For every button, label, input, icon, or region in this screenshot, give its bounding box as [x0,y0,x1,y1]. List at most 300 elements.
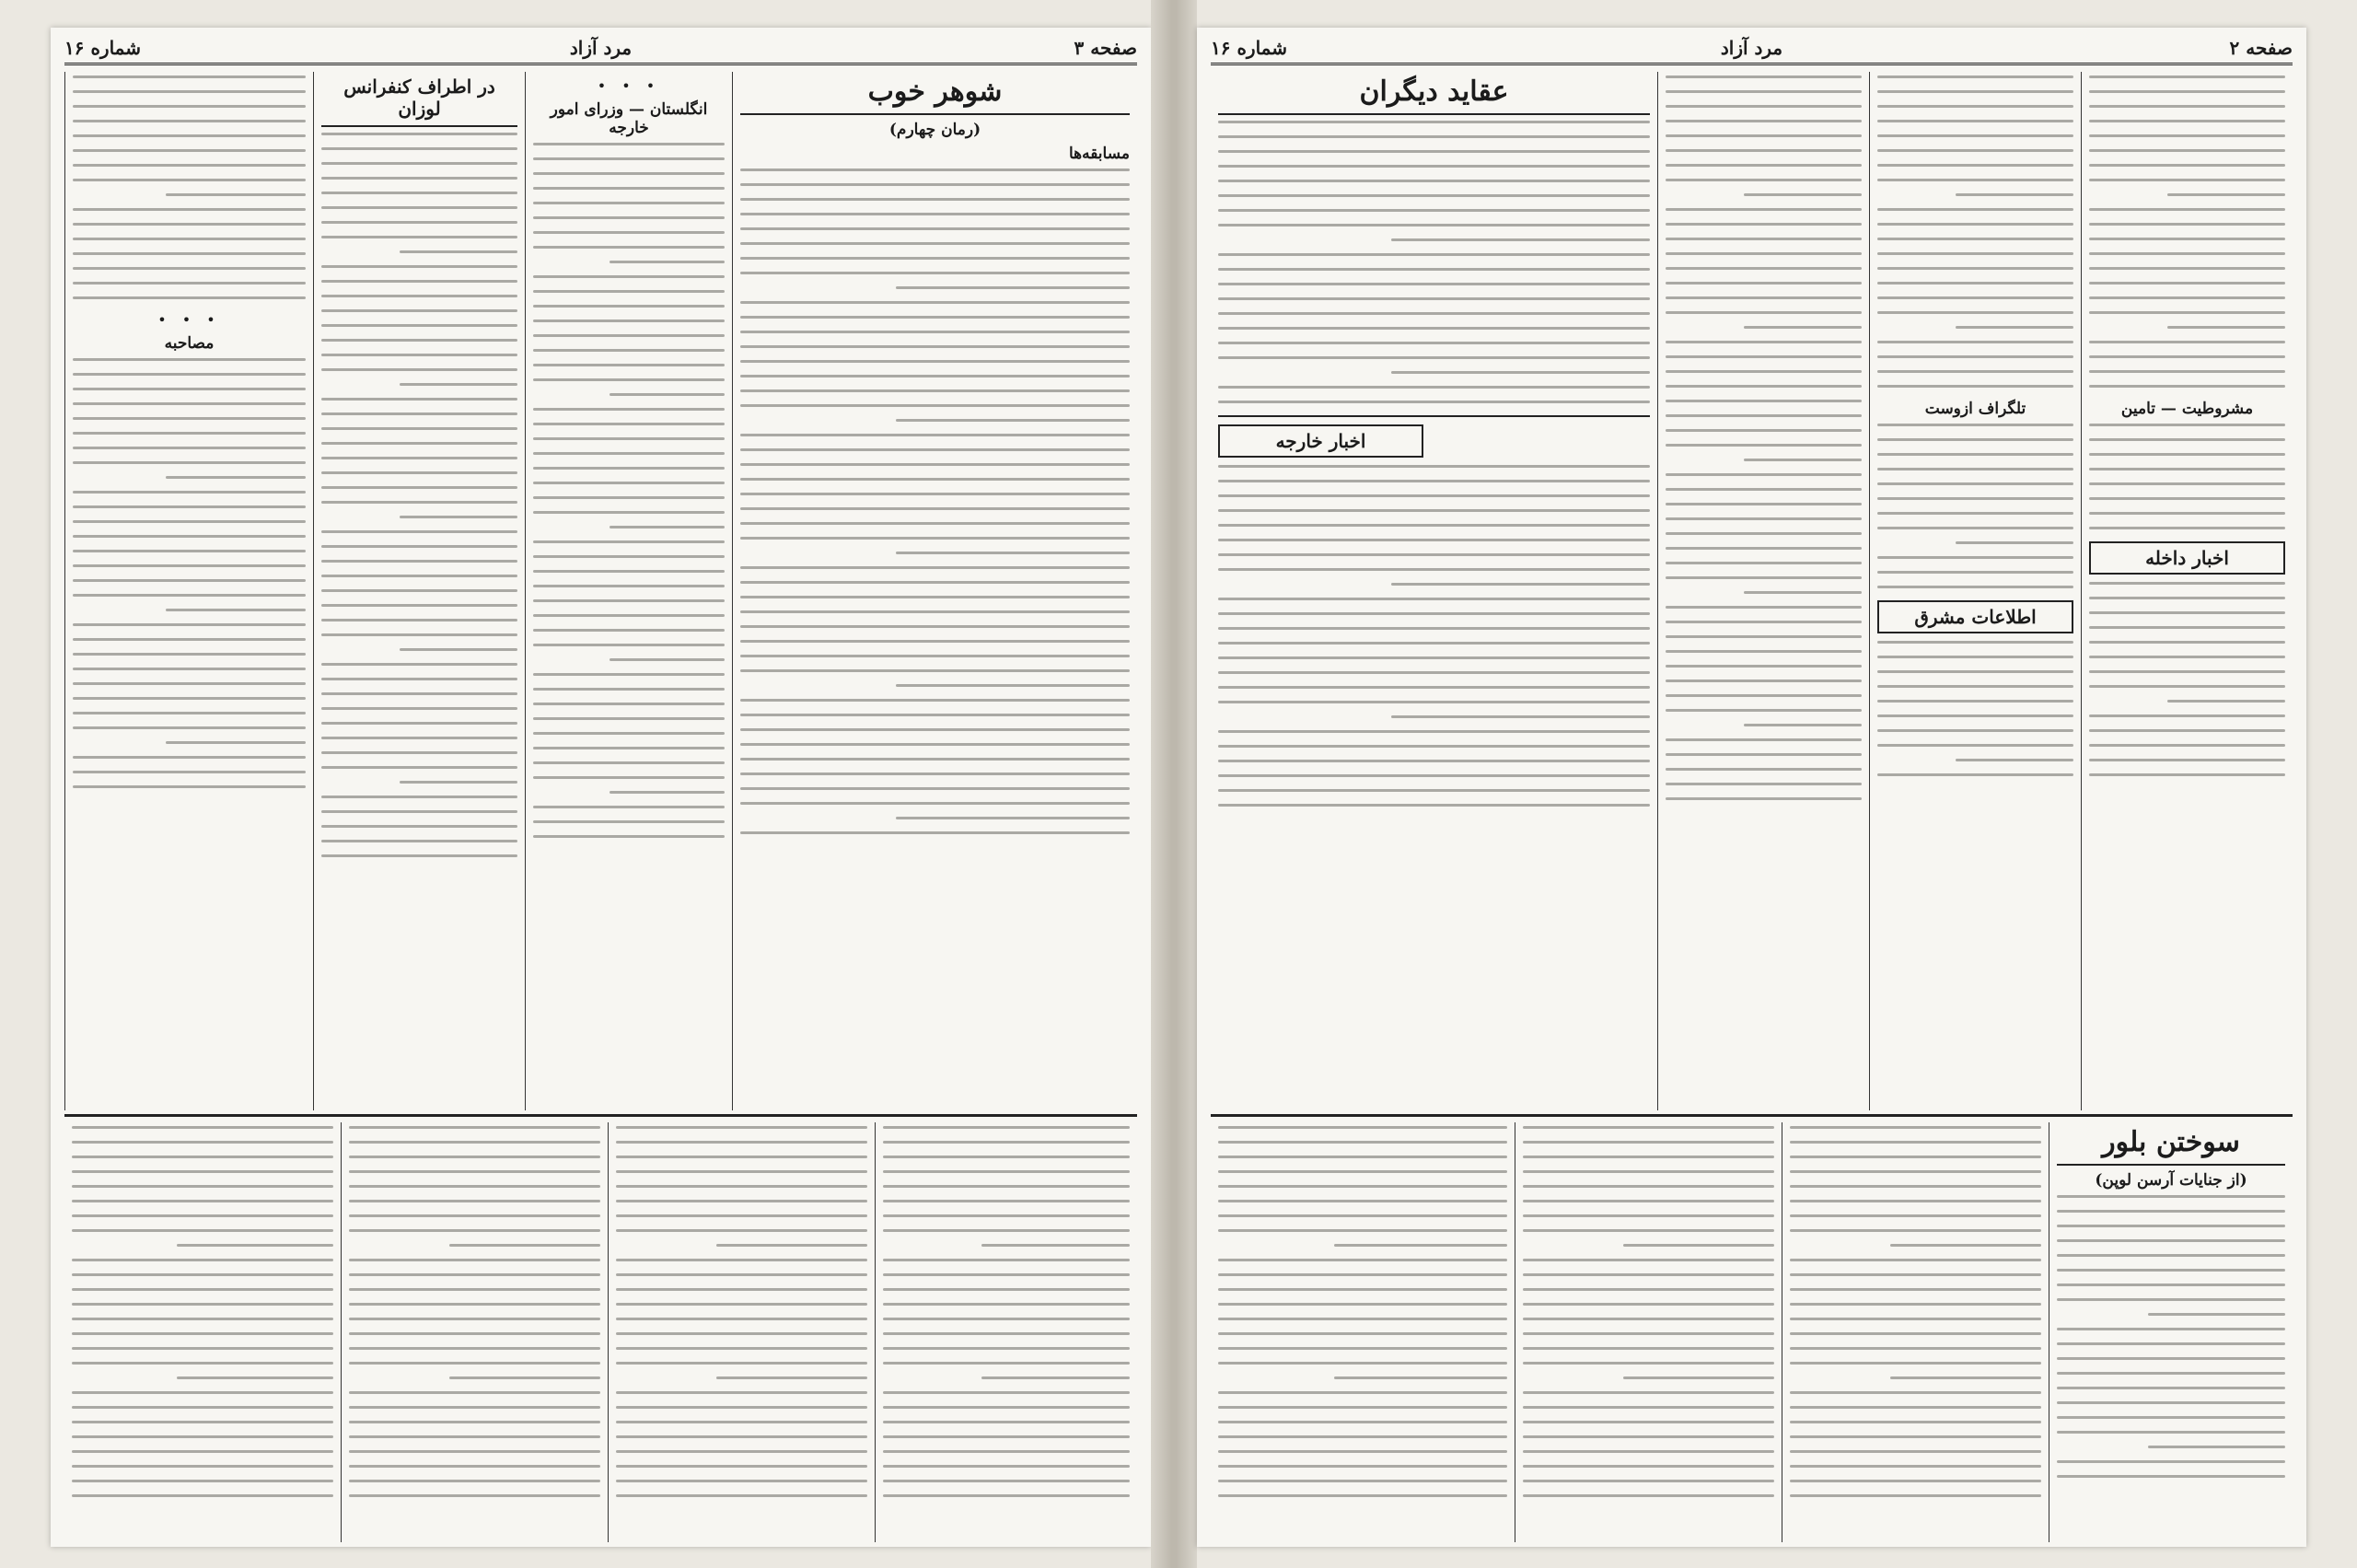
text-line [740,743,1130,746]
headline-lausanne: در اطراف کنفرانس لوزان [321,72,517,127]
text-line [321,442,517,445]
text-line [533,835,725,838]
text-line [321,147,517,150]
text-line [2089,385,2285,388]
text-line [1790,1273,2041,1276]
text-line [2089,744,2285,747]
text-line [349,1141,600,1144]
text-line [883,1229,1130,1232]
text-line [533,629,725,632]
text-line [1218,1421,1507,1423]
text-line [1218,568,1650,571]
serial-column [64,1122,341,1542]
text-line [1218,686,1650,689]
text-line [1334,1244,1507,1247]
text-line [740,316,1130,319]
text-line [73,447,306,449]
text-line [1218,1126,1507,1129]
text-line [616,1332,867,1335]
text-line [2089,120,2285,122]
text-line [1790,1259,2041,1261]
text-line [1666,355,1862,358]
text-line [1877,252,2073,255]
body-text [533,143,725,838]
text-line [73,179,306,181]
text-line [2057,1269,2285,1272]
text-line [1877,120,2073,122]
text-line [883,1303,1130,1306]
text-line [610,393,725,396]
running-head [1211,35,2293,65]
text-line [73,75,306,78]
text-line [1790,1362,2041,1365]
text-line [2089,238,2285,240]
text-line [740,389,1130,392]
text-line [1877,282,2073,285]
text-line [321,825,517,828]
body-text [1877,424,2073,588]
text-line [2057,1387,2285,1389]
body-text [73,358,306,788]
text-line [1877,134,2073,137]
text-line [2089,149,2285,152]
text-line [321,678,517,680]
text-line [2089,759,2285,761]
text-line [616,1450,867,1453]
text-line [72,1480,333,1482]
text-line [1877,424,2073,426]
text-line [72,1303,333,1306]
text-line [1666,134,1862,137]
body-text [1877,641,2073,776]
text-line [883,1318,1130,1320]
text-line [73,461,306,464]
text-line [533,644,725,646]
text-line [2089,512,2285,515]
text-line [73,105,306,108]
text-line [321,457,517,459]
text-line [616,1273,867,1276]
text-line [349,1288,600,1291]
text-line [2089,75,2285,78]
text-line [1877,179,2073,181]
text-line [72,1200,333,1202]
text-line [321,707,517,710]
text-line [1877,453,2073,456]
text-line [2057,1460,2285,1463]
text-line [73,594,306,597]
column-telegraph [1869,72,2081,1110]
text-line [1218,730,1650,733]
text-line [2089,341,2285,343]
text-line [321,722,517,725]
text-line [1218,1273,1507,1276]
kicker-competitions: مسابقه‌ها [1068,145,1130,163]
text-line [73,668,306,670]
text-line [1666,532,1862,535]
page-label: صفحه ۳ [1074,37,1137,59]
text-line [73,550,306,552]
text-line [73,120,306,122]
text-line [2057,1416,2285,1419]
text-line [321,501,517,504]
text-line [616,1362,867,1365]
text-line [1666,576,1862,579]
text-line [1877,641,2073,644]
text-line [73,653,306,656]
text-line [1523,1185,1774,1188]
text-line [1523,1259,1774,1261]
body-text [73,75,306,299]
text-line [1523,1406,1774,1409]
text-line [1218,1332,1507,1335]
text-line [349,1200,600,1202]
text-line [616,1406,867,1409]
serial-title-column [2049,1122,2293,1542]
serial-band-left [64,1114,1137,1542]
body-text [2089,582,2285,776]
section-stars: • • • [597,77,661,95]
text-line [533,202,725,204]
text-line [616,1170,867,1173]
text-line [740,448,1130,451]
text-line [1523,1480,1774,1482]
text-line [1666,105,1862,108]
text-line [883,1480,1130,1482]
text-line [533,761,725,764]
text-line [1218,1406,1507,1409]
text-line [321,265,517,268]
text-line [73,358,306,361]
text-line [73,208,306,211]
text-line [73,697,306,700]
text-line [1956,193,2073,196]
newspaper-page-2 [1197,28,2306,1547]
text-line [449,1376,600,1379]
text-line [2167,193,2285,196]
text-line [349,1494,600,1497]
text-line [1877,700,2073,703]
text-line [1877,164,2073,167]
text-line [321,412,517,415]
text-line [981,1244,1130,1247]
text-line [321,280,517,283]
text-line [533,157,725,160]
text-line [1790,1332,2041,1335]
text-line [2089,355,2285,358]
text-line [1666,223,1862,226]
text-line [72,1406,333,1409]
text-line [740,507,1130,510]
text-line [533,408,725,411]
text-line [533,423,725,425]
text-line [2089,164,2285,167]
text-line [1218,480,1650,482]
text-line [73,579,306,582]
text-line [740,581,1130,584]
text-line [533,614,725,617]
text-line [72,1126,333,1129]
text-line [740,301,1130,304]
text-line [1523,1229,1774,1232]
text-line [1877,656,2073,658]
text-line [1666,547,1862,550]
text-line [1218,180,1650,182]
text-line [1666,665,1862,668]
text-line [1334,1376,1507,1379]
column-domestic-news [2081,72,2293,1110]
text-line [73,417,306,420]
text-line [1877,296,2073,299]
text-line [1391,238,1650,241]
text-line [72,1273,333,1276]
text-line [1790,1126,2041,1129]
text-line [1391,583,1650,586]
text-line [2148,1446,2285,1448]
text-line [1666,75,1862,78]
text-line [1218,1170,1507,1173]
text-line [740,198,1130,201]
text-line [73,432,306,435]
text-line [533,688,725,691]
text-line [349,1214,600,1217]
text-line [2089,641,2285,644]
text-line [2089,714,2285,717]
text-line [740,463,1130,466]
text-line [883,1494,1130,1497]
text-line [1666,282,1862,285]
text-line [740,227,1130,230]
text-line [2057,1283,2285,1286]
text-line [1218,1362,1507,1365]
text-line [1666,694,1862,697]
text-line [883,1126,1130,1129]
text-line [740,522,1130,525]
text-line [1218,553,1650,556]
text-line [1218,539,1650,541]
text-line [616,1200,867,1202]
text-line [1666,208,1862,211]
text-line [1218,297,1650,300]
text-line [740,213,1130,215]
text-line [616,1347,867,1350]
text-line [610,791,725,794]
text-line [1623,1376,1774,1379]
text-line [73,638,306,641]
subhead-england: انگلستان — وزرای امور خارجه [550,100,708,137]
issue-label: شماره ۱۶ [1211,37,1287,59]
page-label: صفحه ۲ [2229,37,2293,59]
text-line [1218,283,1650,285]
text-line [72,1421,333,1423]
text-line [321,309,517,312]
body-text [1218,465,1650,807]
text-line [72,1288,333,1291]
text-line [2057,1372,2285,1375]
text-line [73,491,306,494]
text-line [533,349,725,352]
column-england [525,72,732,1110]
text-line [73,223,306,226]
text-line [616,1259,867,1261]
text-line [883,1421,1130,1423]
text-line [321,663,517,666]
text-line [1218,494,1650,497]
text-line [321,221,517,224]
text-line [2089,453,2285,456]
book-spine [1151,0,1197,1568]
text-line [1877,586,2073,588]
text-line [1666,311,1862,314]
text-line [883,1214,1130,1217]
text-line [1877,370,2073,373]
text-line [740,331,1130,333]
text-line [533,585,725,587]
text-line [73,296,306,299]
serial-column [1782,1122,2049,1542]
text-line [72,1347,333,1350]
text-line [166,741,306,744]
text-line [1877,238,2073,240]
text-line [1218,1214,1507,1217]
text-line [616,1156,867,1158]
text-line [740,655,1130,657]
text-line [1877,311,2073,314]
text-line [740,787,1130,790]
text-line [1218,1156,1507,1158]
text-line [73,388,306,390]
text-line [72,1450,333,1453]
text-line [1790,1347,2041,1350]
text-line [1877,527,2073,529]
text-line [533,187,725,190]
text-line [2089,370,2285,373]
text-line [616,1126,867,1129]
text-line [1218,1450,1507,1453]
text-line [72,1318,333,1320]
text-line [1666,635,1862,638]
text-line [1877,438,2073,441]
text-line [616,1435,867,1438]
text-line [896,817,1130,819]
text-line [1218,1229,1507,1232]
text-line [321,560,517,563]
text-line [1956,541,2073,544]
serial-column [1211,1122,1515,1542]
serial-column [875,1122,1137,1542]
text-line [1666,414,1862,417]
text-line [1790,1141,2041,1144]
paper-name: مرد آزاد [569,37,633,59]
text-line [1790,1200,2041,1202]
text-line [1877,90,2073,93]
text-line [1218,760,1650,762]
headline-good-husband: شوهر خوب [740,72,1130,115]
text-line [321,324,517,327]
text-line [533,437,725,440]
text-line [2089,597,2285,599]
text-line [400,781,517,784]
text-line [740,493,1130,495]
text-line [2089,311,2285,314]
text-line [533,467,725,470]
text-line [73,90,306,93]
text-line [321,192,517,194]
text-line [1790,1465,2041,1468]
body-text [740,168,1130,834]
text-line [2089,267,2285,270]
text-line [73,164,306,167]
text-line [883,1259,1130,1261]
text-line [1790,1421,2041,1423]
subhead-novel: (رمان چهارم) [888,121,981,139]
text-line [1218,1435,1507,1438]
text-line [1218,1200,1507,1202]
text-line [740,537,1130,540]
text-line [1877,497,2073,500]
text-line [533,231,725,234]
text-line [1523,1332,1774,1335]
text-line [2057,1401,2285,1404]
text-line [1666,164,1862,167]
text-line [616,1214,867,1217]
text-line [1877,556,2073,559]
text-line [1666,650,1862,653]
text-line [73,134,306,137]
text-line [740,596,1130,598]
text-line [400,648,517,651]
text-line [740,802,1130,805]
text-line [1523,1288,1774,1291]
text-line [2057,1328,2285,1330]
text-line [1218,774,1650,777]
text-line [1523,1214,1774,1217]
text-line [533,776,725,779]
text-line [616,1391,867,1394]
text-line [2089,729,2285,732]
text-line [1218,1465,1507,1468]
text-line [1218,612,1650,615]
text-line [321,236,517,238]
text-line [883,1200,1130,1202]
text-line [2089,685,2285,688]
text-line [1218,401,1650,403]
text-line [533,570,725,573]
text-line [1666,400,1862,402]
subhead-serial: (از جنایات آرسن لوپن) [2095,1171,2247,1190]
text-line [1666,90,1862,93]
text-line [321,339,517,342]
text-line [1790,1391,2041,1394]
text-line [321,295,517,297]
text-line [321,737,517,739]
text-line [1666,179,1862,181]
text-line [616,1480,867,1482]
text-line [349,1170,600,1173]
text-line [1218,789,1650,792]
text-line [1218,745,1650,748]
text-line [1790,1406,2041,1409]
text-line [1790,1303,2041,1306]
text-line [1744,724,1862,726]
text-line [1666,709,1862,712]
text-line [896,684,1130,687]
text-line [2148,1313,2285,1316]
text-line [533,496,725,499]
text-line [72,1332,333,1335]
text-line [1877,208,2073,211]
text-line [740,640,1130,643]
